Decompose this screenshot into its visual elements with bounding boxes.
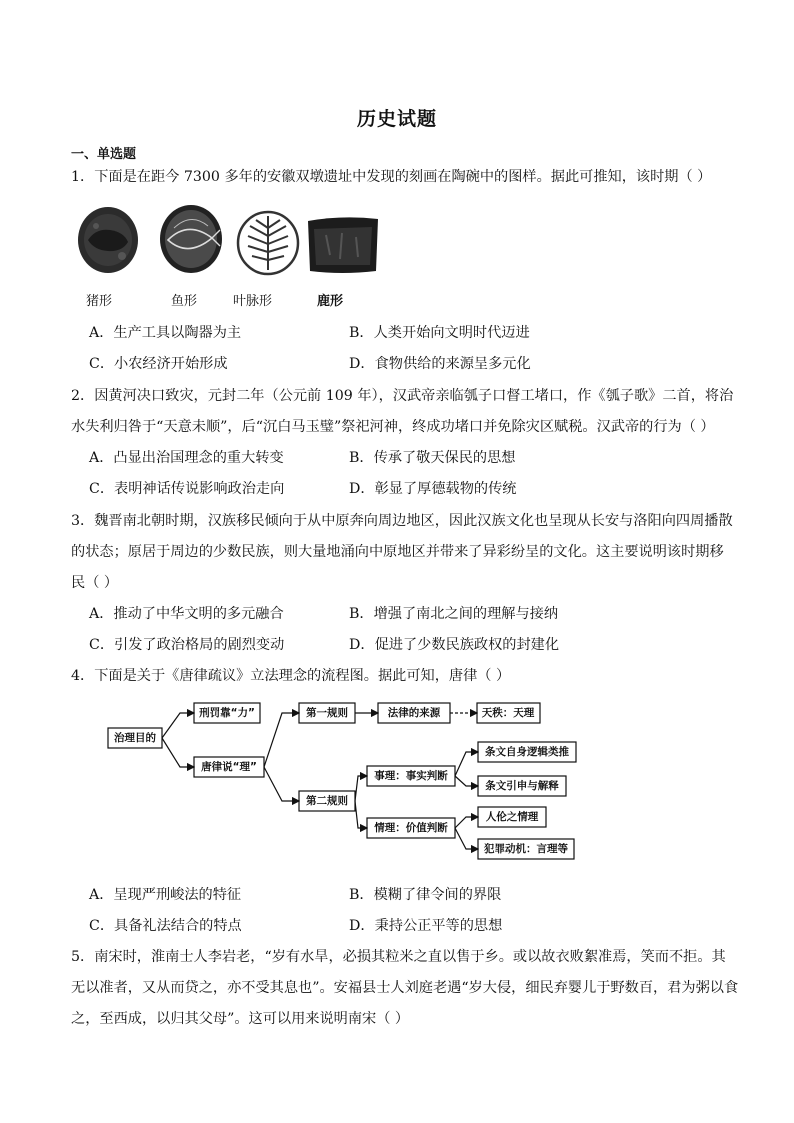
q2-option-d[interactable]: D．彰显了厚德载物的传统 [349,481,517,497]
flow-force: 刑罚靠“力” [199,707,255,719]
pig-label: 猪形 [86,294,113,309]
q4-option-d[interactable]: D．秉持公正平等的思想 [349,918,503,934]
deer-label: 鹿形 [317,294,344,309]
leaf-vein-label: 叶脉形 [233,294,273,309]
q5-stem-line2: 无以准者，又从而贷之，亦不受其息也”。安福县士人刘庭老遇“岁大侵，细民弃婴儿于野数百，君为粥以食 [71,980,739,996]
q1-option-c[interactable]: C．小农经济开始形成 [89,356,228,372]
q2-option-b[interactable]: B．传承了敬天保民的思想 [349,450,516,466]
q4-option-a[interactable]: A．呈现严刑峻法的特征 [89,887,242,903]
flow-heaven: 天秩：天理 [481,707,535,719]
q2-option-a[interactable]: A．凸显出治国理念的重大转变 [89,450,284,466]
q3-stem-line2: 的状态；原居于周边的少数民族，则大量地涌向中原地区并带来了异彩纷呈的文化。这主要说明该时期移 [71,544,724,560]
pig-pottery-image [76,204,140,276]
flow-motive: 犯罪动机：言理等 [484,843,568,855]
q2-stem-line1: 2．因黄河决口致灾，元封二年（公元前 109 年），汉武帝亲临瓠子口督工堵口，作《瓠子歌》二首，将治 [71,388,734,404]
tang-code-flowchart [100,696,580,864]
q1-stem: 1．下面是在距今 7300 多年的安徽双墩遗址中发现的刻画在陶碗中的图样。据此可推知，该时期（ ） [71,169,712,185]
q4-option-c[interactable]: C．具备礼法结合的特点 [89,918,242,934]
q3-option-a[interactable]: A．推动了中华文明的多元融合 [89,606,284,622]
q3-stem-line3: 民（ ） [71,575,119,591]
flow-root: 治理目的 [114,732,156,744]
fish-label: 鱼形 [171,294,198,309]
q1-option-d[interactable]: D．食物供给的来源呈多元化 [349,356,531,372]
q2-option-c[interactable]: C．表明神话传说影响政治走向 [89,481,285,497]
leaf-vein-pottery-image [236,210,300,276]
flow-logic: 条文自身逻辑类推 [485,746,569,758]
flow-rule2: 第二规则 [306,795,348,807]
fish-pottery-image [158,202,224,276]
q3-option-c[interactable]: C．引发了政治格局的剧烈变动 [89,637,285,653]
page-title: 历史试题 [356,108,437,130]
flow-reason: 唐律说“理” [201,761,257,773]
flow-human: 人伦之情理 [485,811,539,823]
q4-stem: 4．下面是关于《唐律疏议》立法理念的流程图。据此可知，唐律（ ） [71,668,511,684]
q1-option-a[interactable]: A．生产工具以陶器为主 [89,325,242,341]
q3-stem-line1: 3．魏晋南北朝时期，汉族移民倾向于从中原奔向周边地区，因此汉族文化也呈现从长安与洛阳向四周播散 [71,513,733,529]
section-heading: 一、单选题 [71,147,137,162]
q3-option-b[interactable]: B．增强了南北之间的理解与接纳 [349,606,559,622]
flow-source: 法律的来源 [387,707,441,719]
flow-value: 情理：价值判断 [374,822,448,834]
flow-fact: 事理：事实判断 [374,770,448,782]
q3-option-d[interactable]: D．促进了少数民族政权的封建化 [349,637,560,653]
flow-cite: 条文引申与解释 [485,780,559,792]
deer-pottery-image [306,215,380,275]
flow-rule1: 第一规则 [306,707,348,719]
q5-stem-line3: 之，至西成，以归其父母”。这可以用来说明南宋（ ） [71,1011,410,1027]
q2-stem-line2: 水失利归咎于“天意未顺”，后“沉白马玉璧”祭祀河神，终成功堵口并免除灾区赋税。汉武帝的行为（ ） [71,419,715,435]
q1-option-b[interactable]: B．人类开始向文明时代迈进 [349,325,530,341]
q5-stem-line1: 5．南宋时，淮南士人李岩老，“岁有水旱，必损其粒米之直以售于乡。或以故衣败絮准焉，笑而不拒。其 [71,949,726,965]
q4-option-b[interactable]: B．模糊了律令间的界限 [349,887,502,903]
